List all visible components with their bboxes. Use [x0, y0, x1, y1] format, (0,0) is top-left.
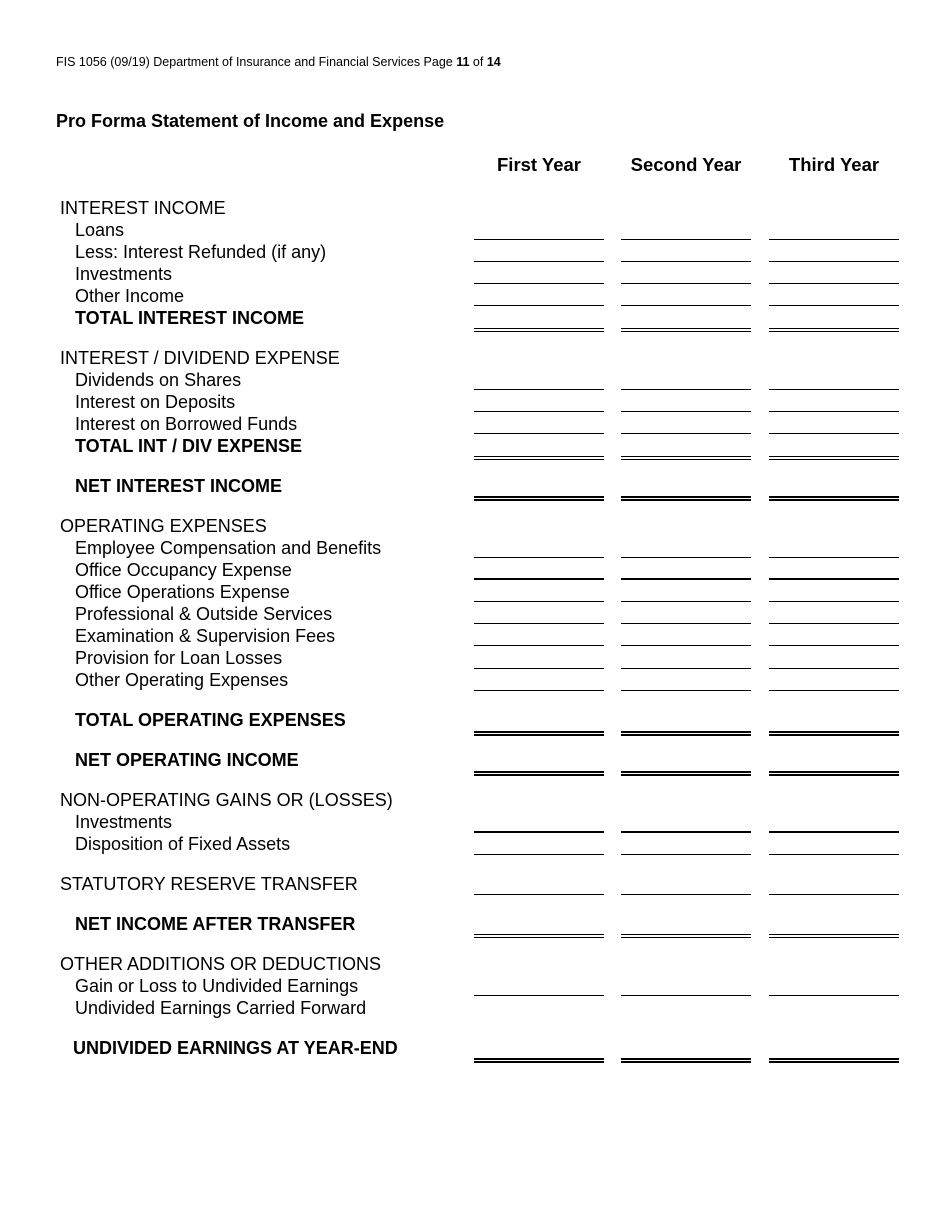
entry-line-third-year[interactable] — [769, 456, 899, 460]
entry-line-third-year[interactable] — [769, 934, 899, 938]
entry-line-first-year[interactable] — [474, 623, 604, 624]
entry-line-second-year[interactable] — [621, 1058, 751, 1063]
row-label: Less: Interest Refunded (if any) — [75, 242, 327, 262]
row-label: Office Operations Expense — [75, 582, 290, 602]
entry-line-first-year[interactable] — [474, 283, 604, 284]
entry-line-second-year[interactable] — [621, 261, 751, 262]
entry-line-second-year[interactable] — [621, 389, 751, 390]
entry-line-third-year[interactable] — [769, 328, 899, 332]
entry-line-first-year[interactable] — [474, 645, 604, 646]
entry-line-first-year[interactable] — [474, 1058, 604, 1063]
entry-line-second-year[interactable] — [621, 645, 751, 646]
entry-line-first-year[interactable] — [474, 328, 604, 332]
entry-line-second-year[interactable] — [621, 456, 751, 460]
entry-line-first-year[interactable] — [474, 894, 604, 895]
row-label: Interest on Deposits — [75, 392, 236, 412]
entry-line-first-year[interactable] — [474, 578, 604, 580]
entry-line-first-year[interactable] — [474, 456, 604, 460]
entry-line-third-year[interactable] — [769, 668, 899, 669]
row-label: Investments — [75, 264, 173, 284]
row-label: TOTAL INTEREST INCOME — [75, 308, 305, 328]
entry-line-third-year[interactable] — [769, 557, 899, 558]
row-label: Gain or Loss to Undivided Earnings — [75, 976, 359, 996]
entry-line-first-year[interactable] — [474, 557, 604, 558]
entry-line-second-year[interactable] — [621, 305, 751, 306]
entry-line-second-year[interactable] — [621, 934, 751, 938]
entry-line-first-year[interactable] — [474, 261, 604, 262]
row-label: UNDIVIDED EARNINGS AT YEAR-END — [73, 1038, 398, 1058]
entry-line-first-year[interactable] — [474, 239, 604, 240]
entry-line-first-year[interactable] — [474, 305, 604, 306]
row-label: Employee Compensation and Benefits — [75, 538, 382, 558]
entry-line-third-year[interactable] — [769, 239, 899, 240]
entry-line-third-year[interactable] — [769, 389, 899, 390]
entry-line-second-year[interactable] — [621, 995, 751, 996]
row-label: OPERATING EXPENSES — [60, 516, 267, 536]
row-label: NET OPERATING INCOME — [75, 750, 299, 770]
entry-line-third-year[interactable] — [769, 854, 899, 855]
entry-line-first-year[interactable] — [474, 601, 604, 602]
row-label: Undivided Earnings Carried Forward — [75, 998, 367, 1018]
entry-line-second-year[interactable] — [621, 328, 751, 332]
entry-line-third-year[interactable] — [769, 433, 899, 434]
entry-line-first-year[interactable] — [474, 731, 604, 736]
row-label: NET INTEREST INCOME — [75, 476, 283, 496]
entry-line-first-year[interactable] — [474, 771, 604, 776]
entry-line-third-year[interactable] — [769, 305, 899, 306]
entry-line-first-year[interactable] — [474, 433, 604, 434]
entry-line-second-year[interactable] — [621, 731, 751, 736]
column-header-first-year: First Year — [497, 154, 581, 175]
page-of: of — [469, 55, 487, 69]
page-title: Pro Forma Statement of Income and Expense — [56, 111, 445, 131]
entry-line-second-year[interactable] — [621, 433, 751, 434]
entry-line-third-year[interactable] — [769, 411, 899, 412]
entry-line-second-year[interactable] — [621, 831, 751, 833]
entry-line-third-year[interactable] — [769, 995, 899, 996]
entry-line-first-year[interactable] — [474, 854, 604, 855]
entry-line-second-year[interactable] — [621, 578, 751, 580]
form-header — [56, 55, 501, 69]
form-info: FIS 1056 (09/19) Department of Insurance and Financial Services Page — [56, 55, 457, 69]
entry-line-second-year[interactable] — [621, 623, 751, 624]
entry-line-third-year[interactable] — [769, 771, 899, 776]
row-label: NON-OPERATING GAINS OR (LOSSES) — [60, 790, 393, 810]
entry-line-first-year[interactable] — [474, 934, 604, 938]
row-label: STATUTORY RESERVE TRANSFER — [60, 874, 358, 894]
column-header-second-year: Second Year — [630, 154, 742, 175]
entry-line-second-year[interactable] — [621, 690, 751, 691]
row-label: NET INCOME AFTER TRANSFER — [75, 914, 356, 934]
entry-line-first-year[interactable] — [474, 389, 604, 390]
row-label: Office Occupancy Expense — [75, 560, 292, 580]
entry-line-second-year[interactable] — [621, 557, 751, 558]
row-label: INTEREST / DIVIDEND EXPENSE — [60, 348, 340, 368]
entry-line-second-year[interactable] — [621, 894, 751, 895]
entry-line-second-year[interactable] — [621, 601, 751, 602]
row-label: Interest on Borrowed Funds — [75, 414, 298, 434]
entry-line-third-year[interactable] — [769, 623, 899, 624]
row-label: Other Income — [75, 286, 185, 306]
column-header-third-year: Third Year — [788, 154, 880, 175]
row-label: Examination & Supervision Fees — [75, 626, 336, 646]
entry-line-third-year[interactable] — [769, 261, 899, 262]
entry-line-third-year[interactable] — [769, 1058, 899, 1063]
entry-line-first-year[interactable] — [474, 831, 604, 833]
row-label: Loans — [75, 220, 125, 240]
entry-line-first-year[interactable] — [474, 690, 604, 691]
entry-line-third-year[interactable] — [769, 496, 899, 501]
row-label: OTHER ADDITIONS OR DEDUCTIONS — [60, 954, 382, 974]
entry-line-third-year[interactable] — [769, 283, 899, 284]
entry-line-first-year[interactable] — [474, 411, 604, 412]
entry-line-second-year[interactable] — [621, 411, 751, 412]
entry-line-third-year[interactable] — [769, 601, 899, 602]
entry-line-second-year[interactable] — [621, 668, 751, 669]
entry-line-third-year[interactable] — [769, 690, 899, 691]
row-label: Investments — [75, 812, 173, 832]
row-label: Dividends on Shares — [75, 370, 242, 390]
row-label: Provision for Loan Losses — [75, 648, 283, 668]
entry-line-third-year[interactable] — [769, 731, 899, 736]
entry-line-first-year[interactable] — [474, 496, 604, 501]
page-total: 14 — [486, 55, 501, 69]
row-label: INTEREST INCOME — [60, 198, 226, 218]
entry-line-second-year[interactable] — [621, 283, 751, 284]
page-current: 11 — [456, 55, 470, 69]
row-label: Other Operating Expenses — [75, 670, 289, 690]
row-label: TOTAL INT / DIV EXPENSE — [75, 436, 303, 456]
entry-line-third-year[interactable] — [769, 894, 899, 895]
entry-line-first-year[interactable] — [474, 995, 604, 996]
entry-line-second-year[interactable] — [621, 239, 751, 240]
row-label: Professional & Outside Services — [75, 604, 333, 624]
entry-line-third-year[interactable] — [769, 645, 899, 646]
entry-line-first-year[interactable] — [474, 668, 604, 669]
row-label: TOTAL OPERATING EXPENSES — [75, 710, 346, 730]
entry-line-second-year[interactable] — [621, 771, 751, 776]
row-label: Disposition of Fixed Assets — [75, 834, 291, 854]
entry-line-third-year[interactable] — [769, 578, 899, 580]
entry-line-second-year[interactable] — [621, 496, 751, 501]
entry-line-second-year[interactable] — [621, 854, 751, 855]
entry-line-third-year[interactable] — [769, 831, 899, 833]
